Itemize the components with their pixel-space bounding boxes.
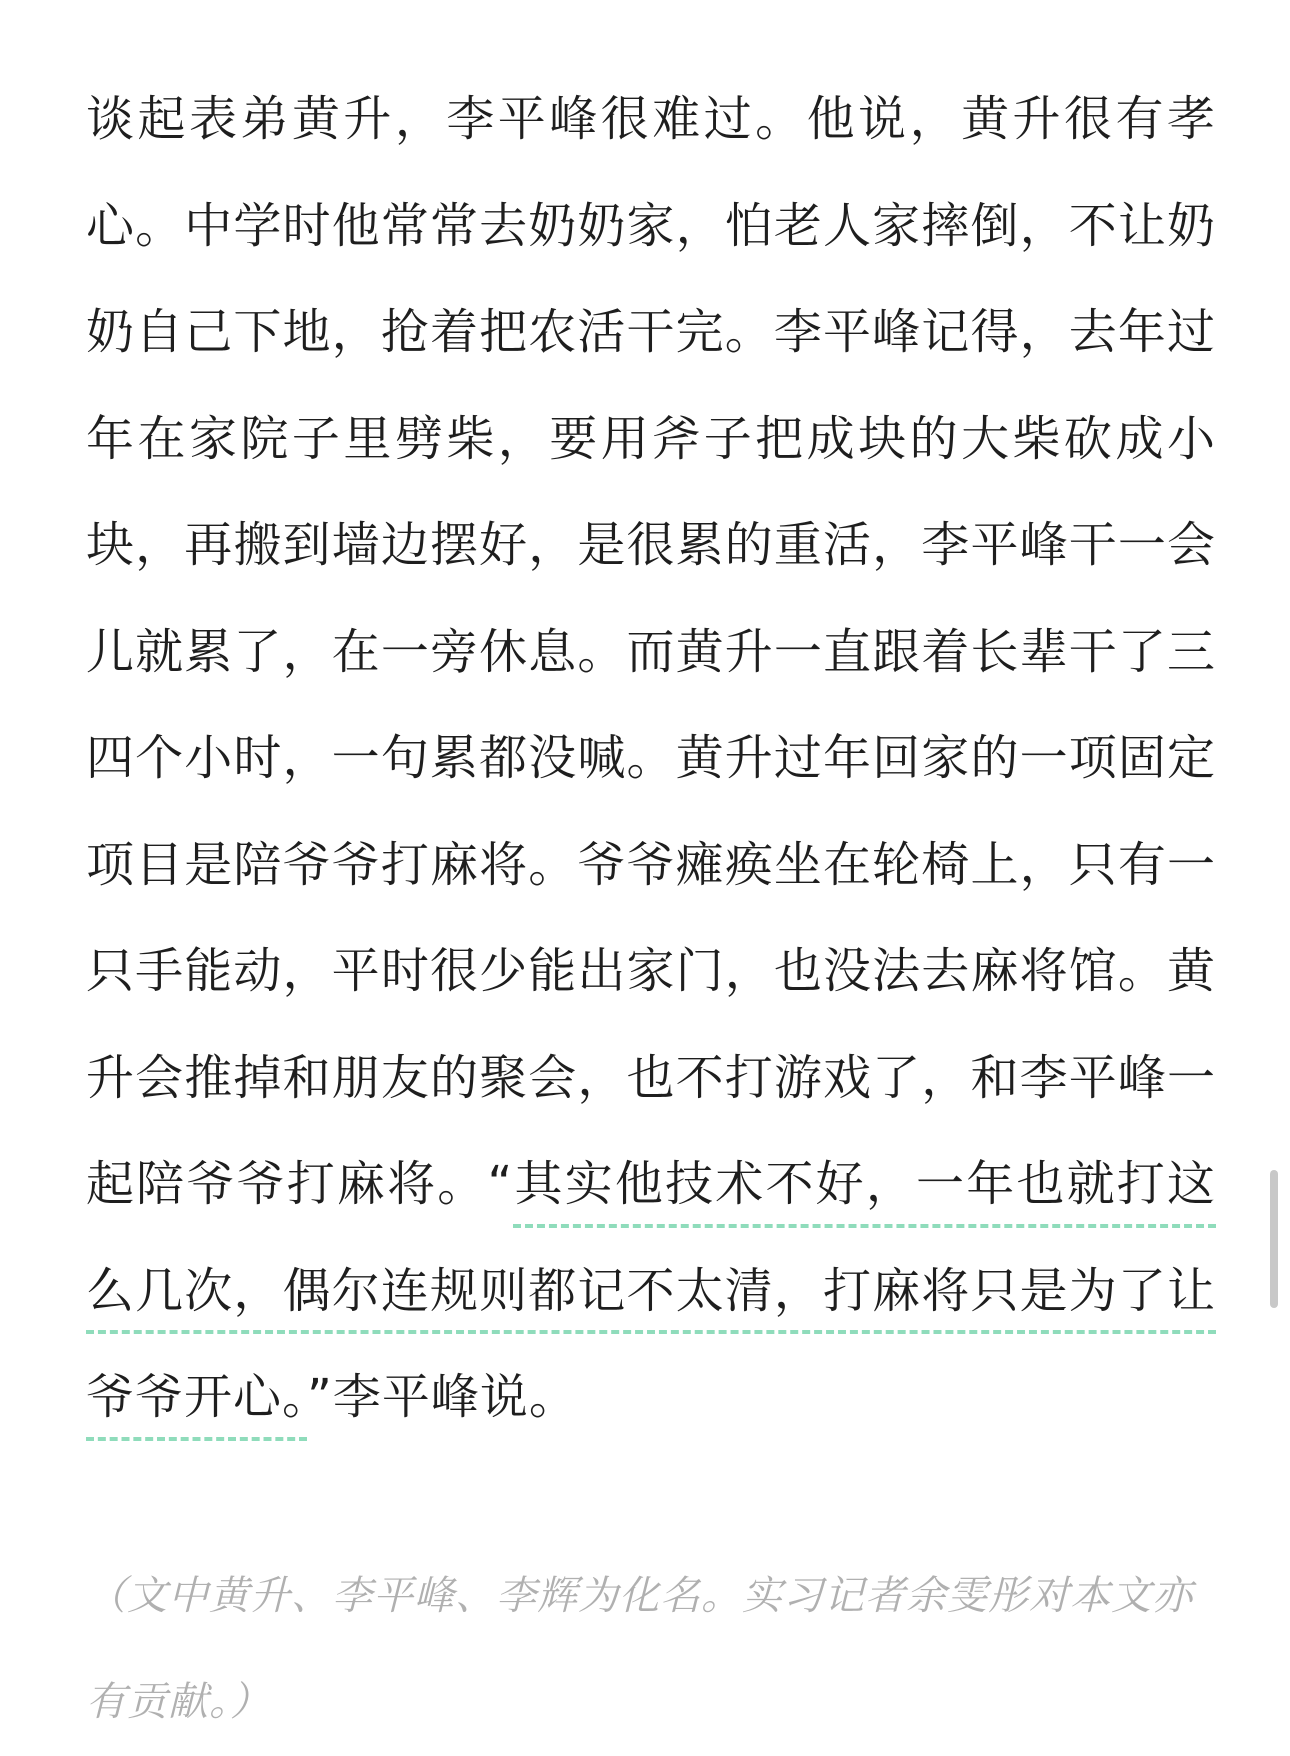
paragraph-tail-text: ”李平峰说。 [307, 1369, 578, 1425]
article-body [86, 66, 1216, 1756]
article-paragraph [86, 66, 1216, 1451]
paragraph-lead-text: 谈起表弟黄升，李平峰很难过。他说，黄升很有孝心。中学时他常常去奶奶家，怕老人家摔倒，不让奶奶自己下地，抢着把农活干完。李平峰记得，去年过年在家院子里劈柴，要用斧子把成块的大柴砍成小块，再搬到墙边摆好，是很累的重活，李平峰干一会儿就累了，在一旁休息。而黄升一直跟着长辈干了三四个小时，一句累都没喊。黄升过年回家的一项固定项目是陪爷爷打麻将。爷爷瘫痪坐在轮椅上，只有一只手能动，平时很少能出家门，也没法去麻将馆。黄升会推掉和朋友的聚会，也不打游戏了，和李平峰一起陪爷爷打麻将。“ [86, 91, 1216, 1212]
author-note: （文中黄升、李平峰、李辉为化名。实习记者余雯彤对本文亦有贡献。） [86, 1572, 1193, 1725]
scrollbar-thumb[interactable] [1270, 1170, 1278, 1308]
highlighted-quote[interactable]: 其实他技术不好，一年也就打这么几次，偶尔连规则都记不太清，打麻将只是为了让爷爷开心。 [86, 1156, 1216, 1425]
